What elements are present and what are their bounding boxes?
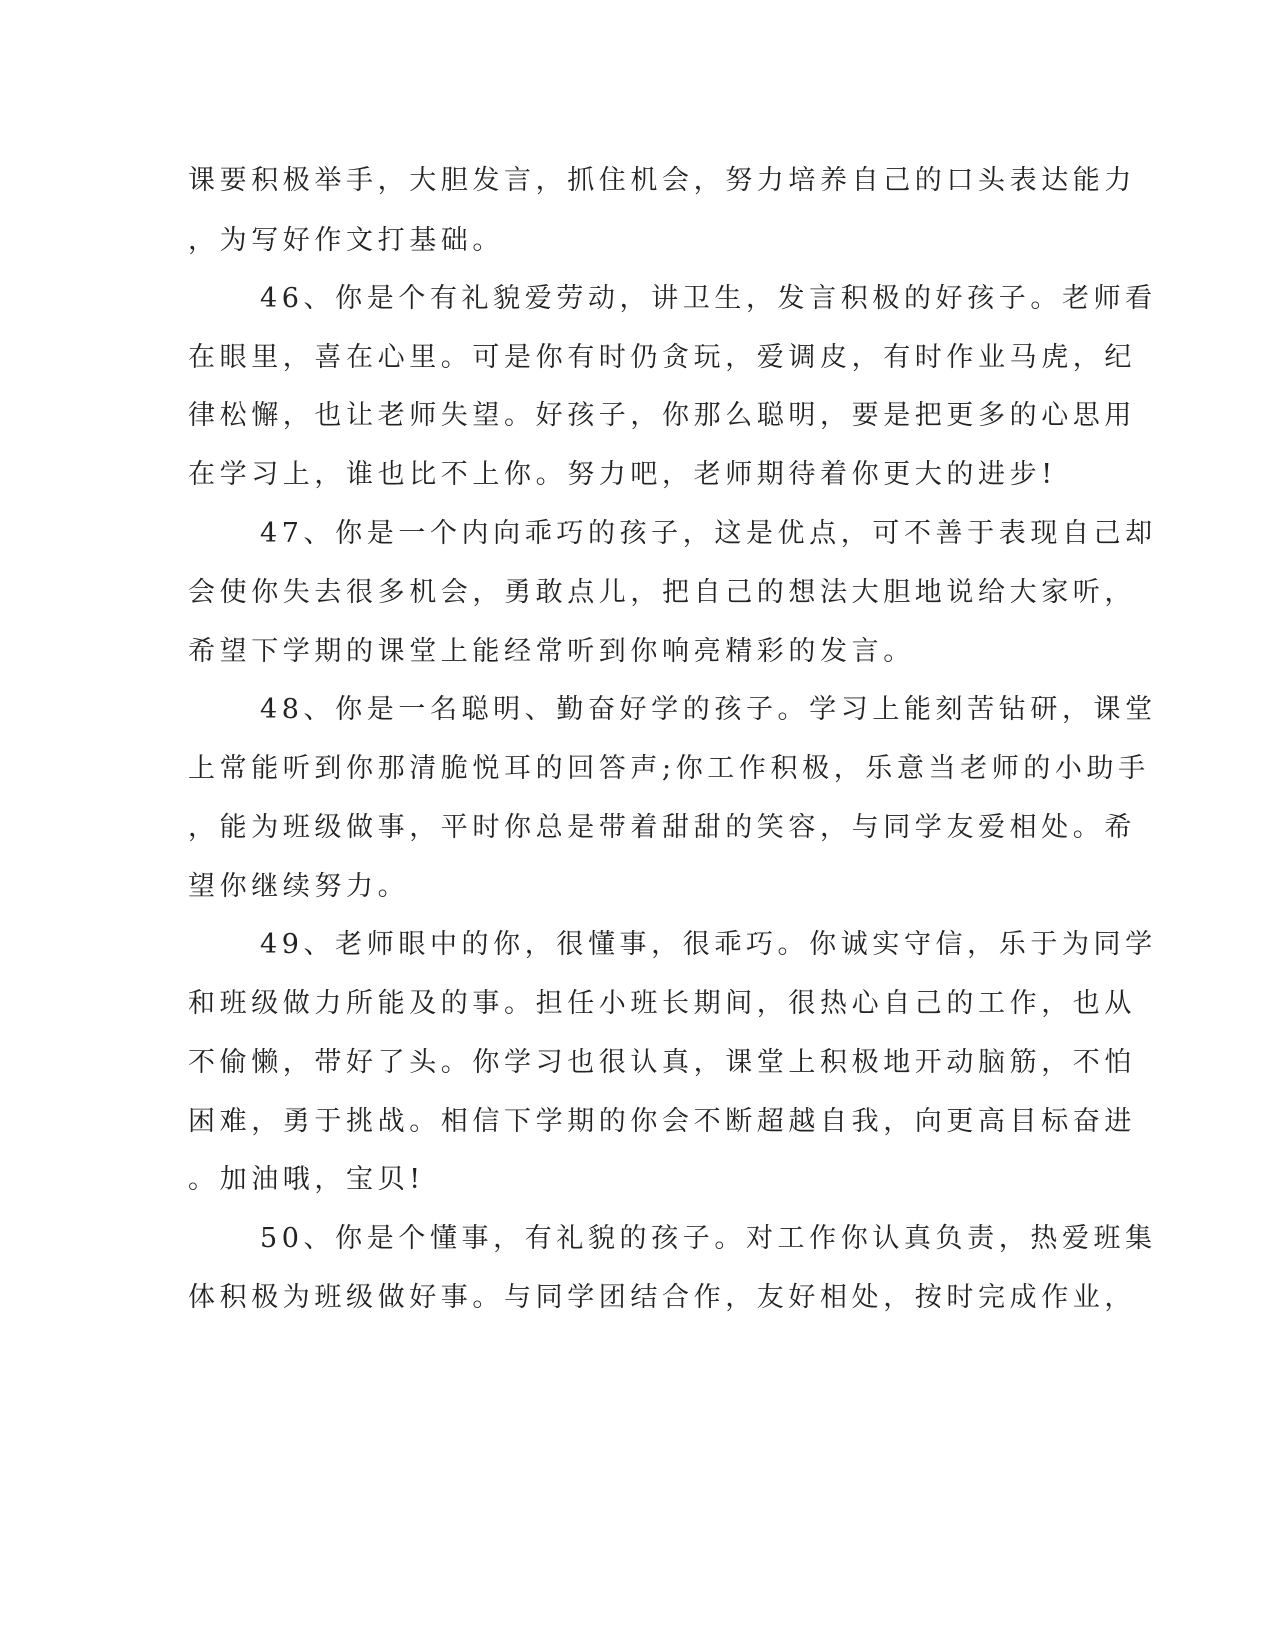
text-line: 困难，勇于挑战。相信下学期的你会不断超越自我，向更高目标奋进	[188, 1106, 1136, 1137]
paragraph-47-start: 47、你是一个内向乖巧的孩子，这是优点，可不善于表现自己却	[260, 518, 1157, 549]
text-line: ，能为班级做事，平时你总是带着甜甜的笑容，与同学友爱相处。希	[188, 812, 1136, 843]
text-line: 上常能听到你那清脆悦耳的回答声;你工作积极，乐意当老师的小助手	[188, 753, 1150, 784]
paragraph-50-start: 50、你是个懂事，有礼貌的孩子。对工作你认真负责，热爱班集	[260, 1223, 1157, 1254]
text-line: 律松懈，也让老师失望。好孩子，你那么聪明，要是把更多的心思用	[188, 400, 1136, 431]
paragraph-49-start: 49、老师眼中的你，很懂事，很乖巧。你诚实守信，乐于为同学	[260, 929, 1157, 960]
paragraph-48-start: 48、你是一名聪明、勤奋好学的孩子。学习上能刻苦钻研，课堂	[260, 694, 1157, 725]
text-line: 在学习上，谁也比不上你。努力吧，老师期待着你更大的进步!	[188, 459, 1057, 490]
text-line: 和班级做力所能及的事。担任小班长期间，很热心自己的工作，也从	[188, 988, 1136, 1019]
text-line: 会使你失去很多机会，勇敢点儿，把自己的想法大胆地说给大家听，	[188, 577, 1136, 608]
text-line: 希望下学期的课堂上能经常听到你响亮精彩的发言。	[188, 636, 915, 667]
text-line: 课要积极举手，大胆发言，抓住机会，努力培养自己的口头表达能力	[188, 165, 1136, 196]
text-line: 。加油哦，宝贝!	[188, 1164, 425, 1195]
paragraph-46-start: 46、你是个有礼貌爱劳动，讲卫生，发言积极的好孩子。老师看	[260, 283, 1157, 314]
text-line: 不偷懒，带好了头。你学习也很认真，课堂上积极地开动脑筋，不怕	[188, 1047, 1136, 1078]
text-line: ，为写好作文打基础。	[188, 225, 504, 256]
text-line: 体积极为班级做好事。与同学团结合作，友好相处，按时完成作业，	[188, 1282, 1136, 1313]
text-line: 望你继续努力。	[188, 871, 410, 902]
text-line: 在眼里，喜在心里。可是你有时仍贪玩，爱调皮，有时作业马虎，纪	[188, 342, 1136, 373]
